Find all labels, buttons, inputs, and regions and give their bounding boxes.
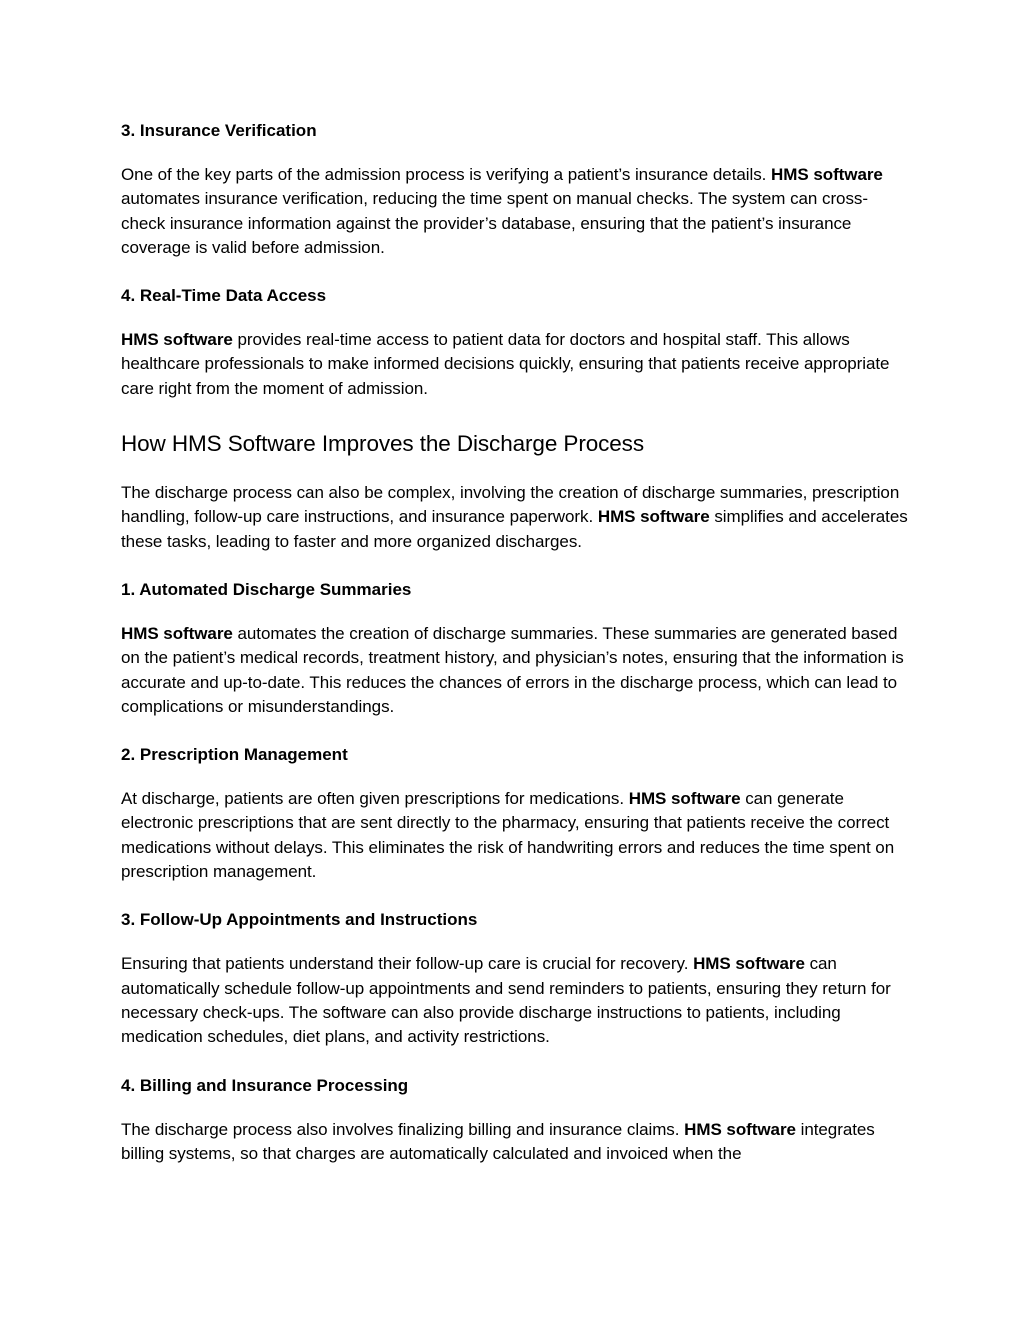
text-run: The discharge process also involves finalizing billing and insurance claims. (121, 1119, 685, 1139)
text-run: automates the creation of discharge summaries. These summaries are generated based on the patient’s medical records, treatment history, and physician’s notes, ensuring that the information is accurate and up-to-date. This reduces the chances of errors in the discharge process, which can lead to complications or misunderstandings. (121, 623, 904, 716)
text-run: provides real-time access to patient data for doctors and hospital staff. This allows healthcare professionals to make informed decisions quickly, ensuring that patients receive appropriate care right from the moment of admission. (121, 330, 890, 398)
bold-term: HMS software (684, 1119, 796, 1139)
text-run: One of the key parts of the admission process is verifying a patient’s insurance details. (121, 165, 772, 184)
text-run: At discharge, patients are often given prescriptions for medications. (121, 789, 629, 809)
bold-term: HMS software (628, 789, 741, 809)
insurance-verification-heading: 3. Insurance Verification (121, 121, 317, 140)
text-run: can automatically schedule follow-up appointments and send reminders to patients, ensuring they return for necessary check-ups. The software can also provide discharge instructions to patients, including medication schedules, diet plans, and activity restrictions. (121, 954, 891, 1047)
follow-up-heading: 3. Follow-Up Appointments and Instructions (121, 910, 478, 930)
insurance-verification-paragraph (121, 163, 911, 260)
bold-term: HMS software (121, 623, 233, 643)
text-run: automates insurance verification, reducing the time spent on manual checks. The system can cross-check insurance information against the provider’s database, ensuring that the patient’s insurance coverage is valid before admission. (121, 189, 868, 257)
text-run: integrates billing systems, so that charges are automatically calculated and invoiced when the (121, 1119, 875, 1163)
automated-summaries-heading: 1. Automated Discharge Summaries (121, 579, 412, 599)
follow-up-paragraph (121, 952, 911, 1049)
prescription-management-paragraph (121, 787, 911, 884)
prescription-management-heading: 2. Prescription Management (121, 745, 348, 765)
real-time-data-paragraph (121, 328, 911, 401)
bold-term: HMS software (121, 330, 233, 350)
discharge-intro-paragraph (121, 481, 911, 554)
text-run: simplifies and accelerates these tasks, leading to faster and more organized discharges. (121, 507, 908, 551)
billing-paragraph (121, 1118, 911, 1167)
text-run: The discharge process can also be complex, involving the creation of discharge summaries, prescription handling, follow-up care instructions, and insurance paperwork. (121, 483, 900, 527)
text-run: Ensuring that patients understand their follow-up care is crucial for recovery. (121, 954, 694, 974)
billing-heading: 4. Billing and Insurance Processing (121, 1075, 409, 1095)
bold-term: HMS software (597, 507, 710, 527)
automated-summaries-paragraph (121, 622, 911, 719)
real-time-data-heading: 4. Real-Time Data Access (121, 286, 327, 306)
text-run: can generate electronic prescriptions that are sent directly to the pharmacy, ensuring that patients receive the correct medications without delays. This eliminates the risk of handwriting errors and reduces the time spent on prescription management. (121, 789, 895, 882)
bold-term: HMS software (693, 954, 805, 974)
discharge-section-title: How HMS Software Improves the Discharge Process (121, 431, 644, 457)
document-page (121, 119, 911, 1166)
bold-term: HMS software (771, 165, 883, 184)
